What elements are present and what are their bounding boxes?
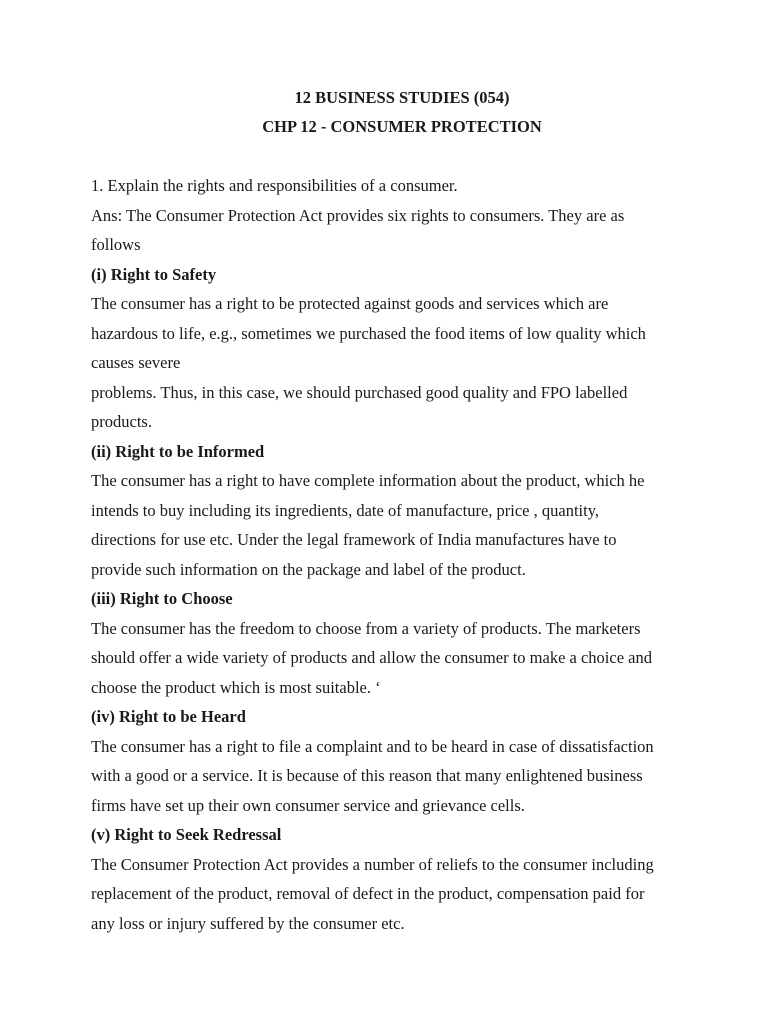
text-line: with a good or a service. It is because of this reason that many enlightened business bbox=[91, 766, 643, 785]
text-line: any loss or injury suffered by the consumer etc. bbox=[91, 913, 405, 933]
text-line: The consumer has a right to be protected against goods and services which are bbox=[91, 294, 609, 313]
text-line: The consumer has a right to have complete information about the product, which he bbox=[91, 471, 645, 490]
text-line: replacement of the product, removal of defect in the product, compensation paid for bbox=[91, 884, 645, 903]
section-heading: (iv) Right to be Heard bbox=[91, 707, 246, 726]
section-heading: (i) Right to Safety bbox=[91, 264, 217, 284]
text-line: choose the product which is most suitable. ‘ bbox=[91, 677, 381, 697]
section-heading: (v) Right to Seek Redressal bbox=[91, 825, 282, 844]
chapter-title: CHP 12 - CONSUMER PROTECTION bbox=[262, 117, 542, 136]
text-line: causes severe bbox=[91, 353, 181, 372]
text-line: follows bbox=[91, 235, 141, 254]
text-line: should offer a wide variety of products and allow the consumer to make a choice and bbox=[91, 648, 652, 667]
text-line: 1. Explain the rights and responsibilities of a consumer. bbox=[91, 176, 458, 195]
text-line: The consumer has the freedom to choose from a variety of products. The marketers bbox=[91, 618, 641, 638]
text-line: intends to buy including its ingredients, date of manufacture, price , quantity, bbox=[91, 500, 600, 520]
text-line: provide such information on the package and label of the product. bbox=[91, 559, 526, 579]
text-line: hazardous to life, e.g., sometimes we purchased the food items of low quality which bbox=[91, 323, 646, 343]
document-title: 12 BUSINESS STUDIES (054) bbox=[294, 88, 510, 107]
section-heading: (iii) Right to Choose bbox=[91, 589, 233, 608]
text-line: directions for use etc. Under the legal framework of India manufactures have to bbox=[91, 530, 617, 549]
text-line: The Consumer Protection Act provides a number of reliefs to the consumer including bbox=[91, 854, 654, 874]
text-line: Ans: The Consumer Protection Act provides six rights to consumers. They are as bbox=[91, 205, 625, 225]
section-heading: (ii) Right to be Informed bbox=[91, 441, 265, 461]
text-line: products. bbox=[91, 412, 152, 431]
document-body bbox=[91, 176, 721, 943]
text-line: problems. Thus, in this case, we should purchased good quality and FPO labelled bbox=[91, 382, 628, 402]
text-line: firms have set up their own consumer service and grievance cells. bbox=[91, 795, 525, 815]
text-line: The consumer has a right to file a complaint and to be heard in case of dissatisfaction bbox=[91, 736, 654, 756]
